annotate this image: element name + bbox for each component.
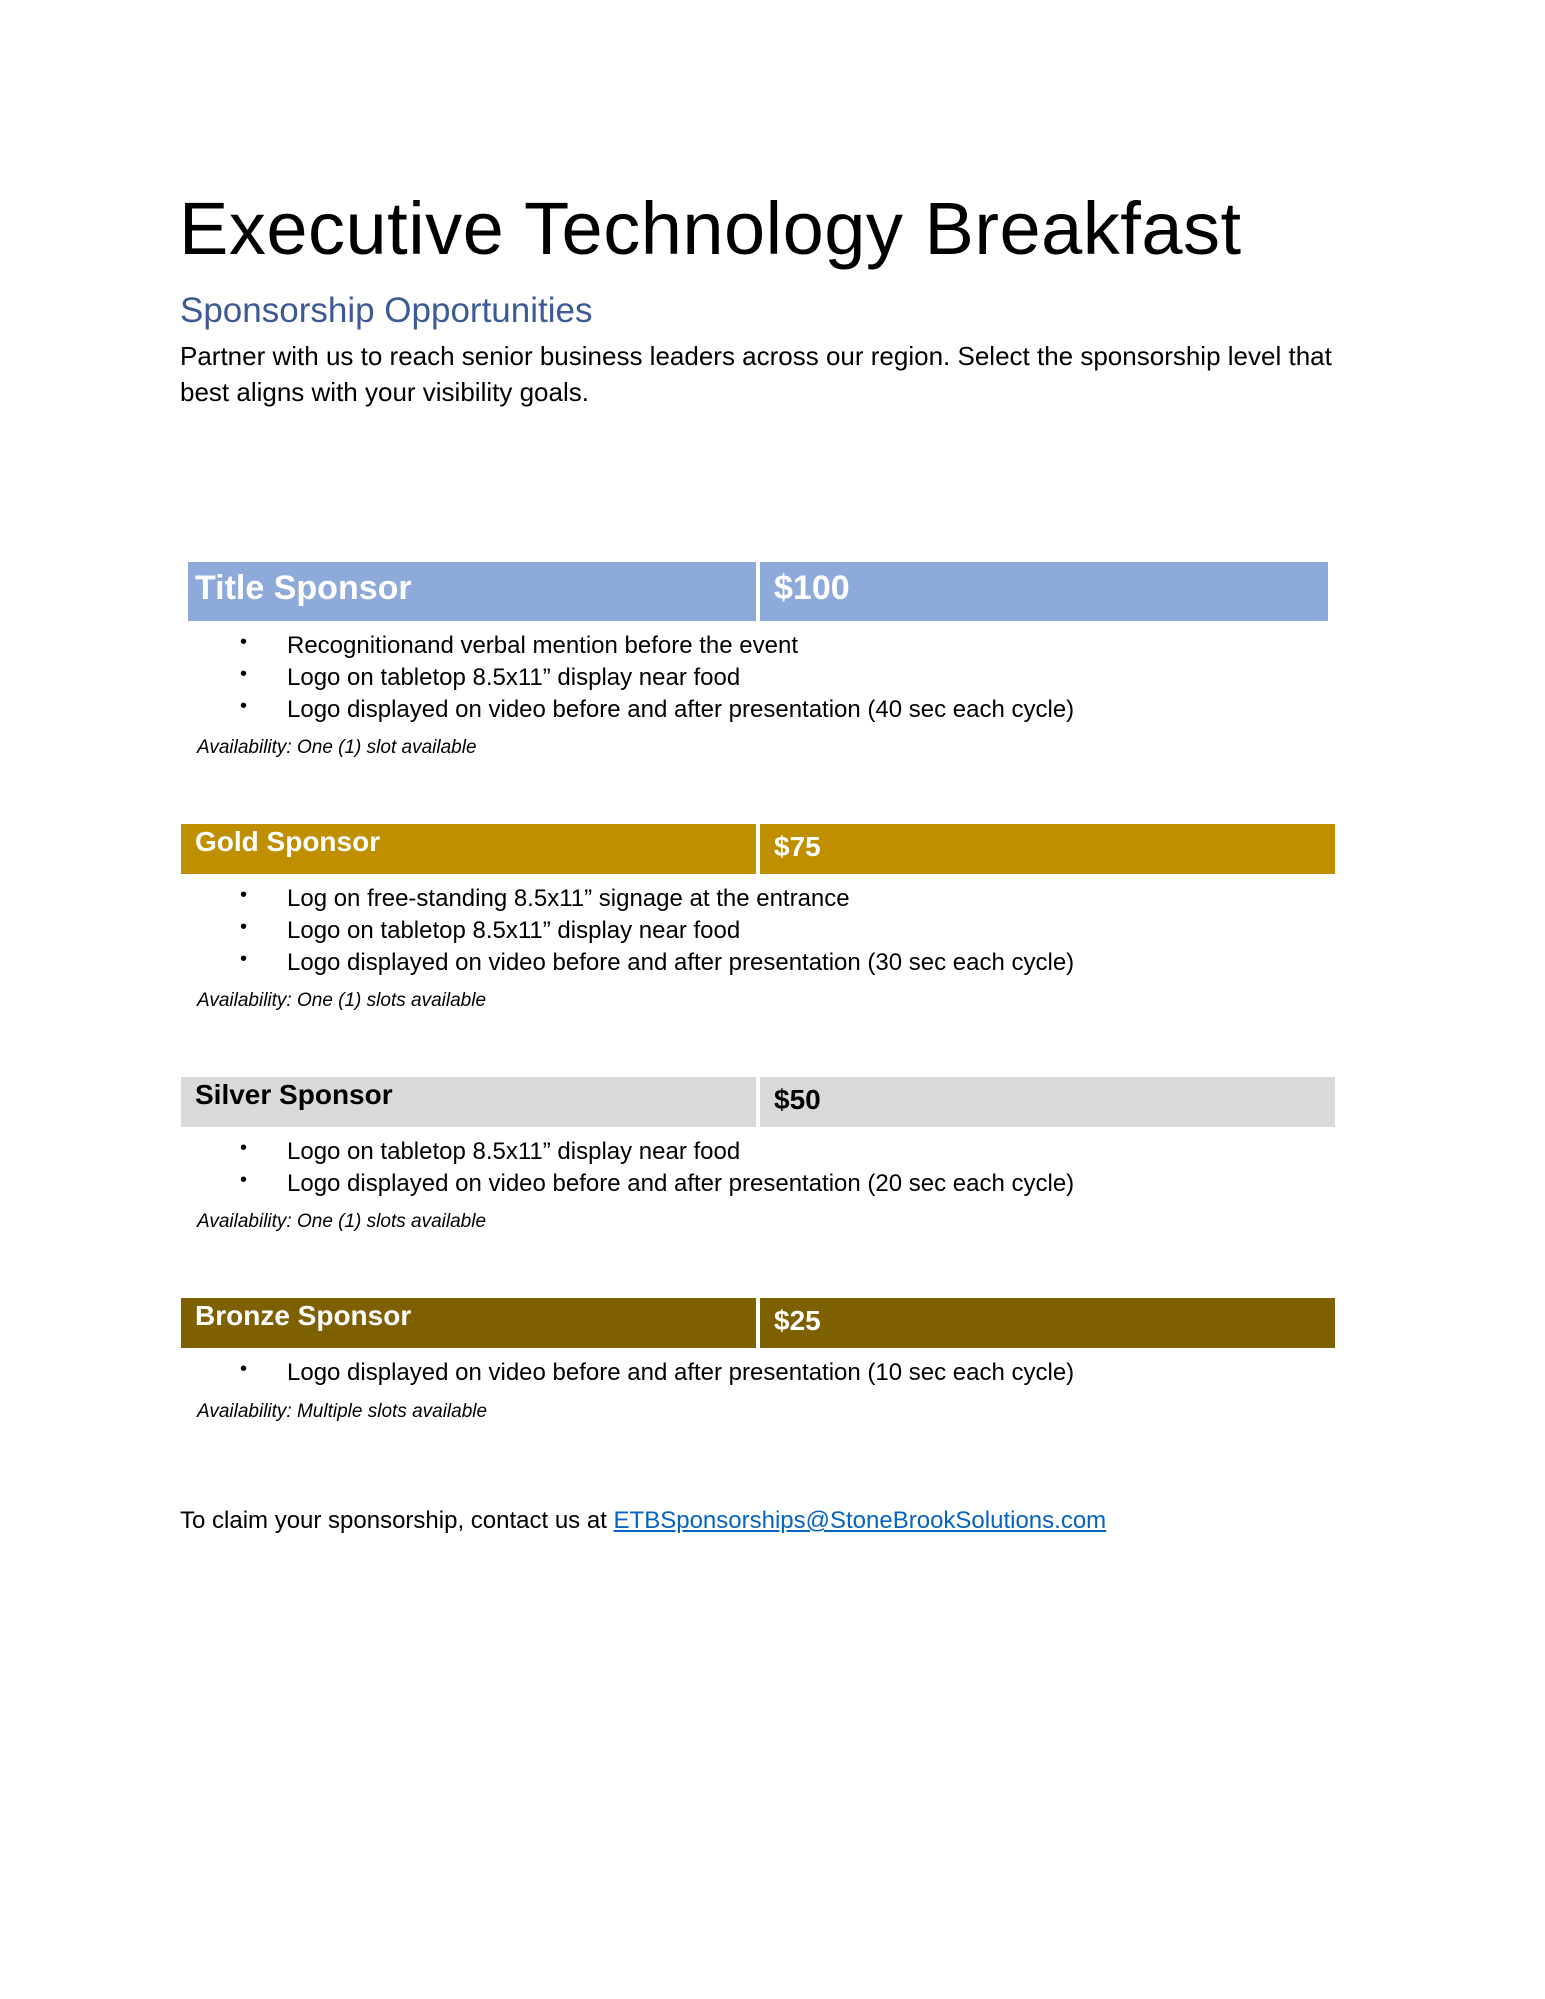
tier-header <box>181 1077 1335 1127</box>
availability-note: Availability: One (1) slot available <box>197 737 477 758</box>
benefit-item: • Logo on tabletop 8.5x11” display near food <box>240 662 1074 694</box>
benefit-item: • Logo on tabletop 8.5x11” display near food <box>240 915 1074 947</box>
benefit-item: • Log on free-standing 8.5x11” signage at the entrance <box>240 883 1074 915</box>
tier-price: $100 <box>760 562 1328 621</box>
availability-note: Availability: One (1) slots available <box>197 1211 487 1232</box>
tier-header <box>188 562 1328 621</box>
tier-price: $25 <box>760 1298 1335 1348</box>
benefit-item: • Recognitionand verbal mention before the event <box>240 630 1074 662</box>
tier-price: $50 <box>760 1077 1335 1127</box>
tier-header <box>181 1298 1335 1348</box>
page-subtitle: Sponsorship Opportunities <box>180 291 593 330</box>
contact-email-link[interactable]: ETBSponsorships@StoneBrookSolutions.com <box>613 1507 1107 1534</box>
contact-text: To claim your sponsorship, contact us at <box>180 1507 614 1534</box>
tier-name: Gold Sponsor <box>181 824 760 874</box>
tier-price: $75 <box>760 824 1335 874</box>
benefit-item: • Logo displayed on video before and after presentation (40 sec each cycle) <box>240 694 1074 726</box>
benefit-list <box>240 1136 1074 1200</box>
benefit-item: • Logo on tabletop 8.5x11” display near food <box>240 1136 1074 1168</box>
benefit-item: • Logo displayed on video before and after presentation (20 sec each cycle) <box>240 1168 1074 1200</box>
intro-paragraph: Partner with us to reach senior business leaders across our region. Select the sponsorship level that best aligns with your visibility goals. <box>180 341 1332 407</box>
benefit-list <box>240 630 1074 726</box>
tier-name: Silver Sponsor <box>181 1077 760 1127</box>
availability-note: Availability: One (1) slots available <box>197 990 487 1011</box>
benefit-list <box>240 1357 1074 1389</box>
benefit-list <box>240 883 1074 979</box>
availability-note: Availability: Multiple slots available <box>197 1401 488 1422</box>
benefit-item: • Logo displayed on video before and after presentation (10 sec each cycle) <box>240 1357 1074 1389</box>
page-title: Executive Technology Breakfast <box>179 187 1242 270</box>
contact-line <box>180 1507 1106 1535</box>
tier-name: Title Sponsor <box>188 562 760 621</box>
tier-header <box>181 824 1335 874</box>
tier-name: Bronze Sponsor <box>181 1298 760 1348</box>
benefit-item: • Logo displayed on video before and after presentation (30 sec each cycle) <box>240 947 1074 979</box>
